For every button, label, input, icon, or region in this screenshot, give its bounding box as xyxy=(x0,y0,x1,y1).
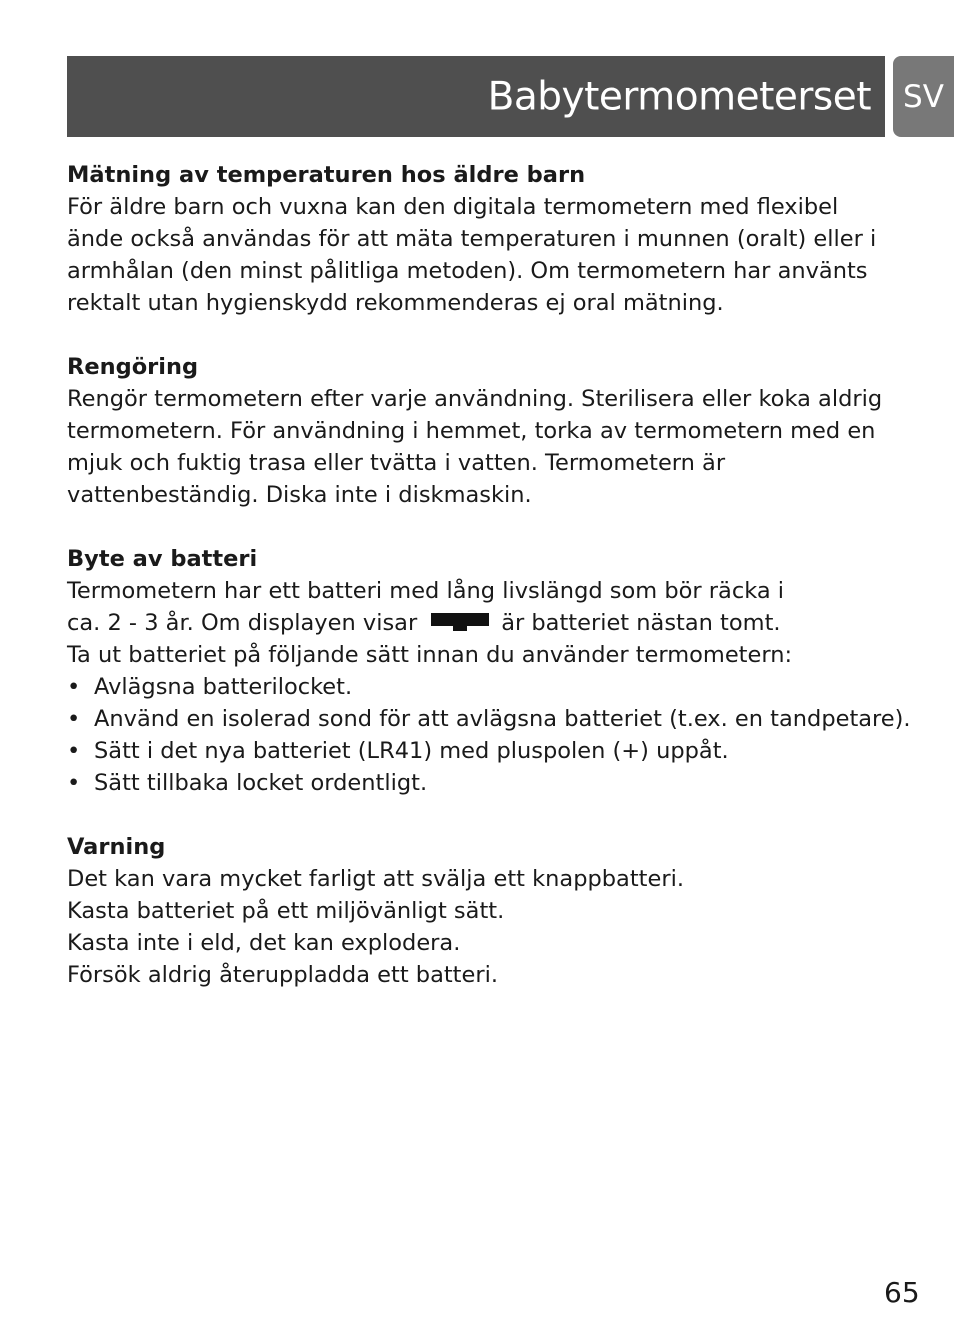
text-line: Det kan vara mycket farligt att svälja ett knappbatteri. xyxy=(67,866,684,892)
list-item-text: Avlägsna batterilocket. xyxy=(94,674,353,700)
text-line: Termometern har ett batteri med lång livslängd som bör räcka i xyxy=(67,578,785,604)
text-fragment: ca. 2 - 3 år. Om displayen visar xyxy=(67,610,418,636)
text-line: mjuk och fuktig trasa eller tvätta i vatten. Termometern är xyxy=(67,450,726,476)
section-heading: Mätning av temperaturen hos äldre barn xyxy=(67,162,586,188)
text-line: Försök aldrig återuppladda ett batteri. xyxy=(67,962,499,988)
list-item xyxy=(67,671,877,703)
content xyxy=(67,159,911,1023)
text-line: Rengör termometern efter varje användning. Sterilisera eller koka aldrig xyxy=(67,386,883,412)
section-measurement xyxy=(67,159,877,319)
list-item-text: Använd en isolerad sond för att avlägsna batteriet (t.ex. en tandpetare). xyxy=(94,706,911,732)
list-item xyxy=(67,703,911,735)
bullet-icon: • xyxy=(67,706,81,732)
section-heading: Rengöring xyxy=(67,354,199,380)
list-item xyxy=(67,735,877,767)
text-fragment: är batteriet nästan tomt. xyxy=(501,610,781,636)
language-tab: SV xyxy=(893,56,954,137)
list-item-text: Sätt tillbaka locket ordentligt. xyxy=(94,770,428,796)
bullet-icon: • xyxy=(67,674,81,700)
text-line: Kasta inte i eld, det kan explodera. xyxy=(67,930,461,956)
section-body xyxy=(67,575,877,671)
section-body xyxy=(67,191,877,319)
bullet-icon: • xyxy=(67,770,81,796)
section-warning xyxy=(67,831,877,991)
page-title: Babytermometerset xyxy=(487,74,871,119)
section-heading: Byte av batteri xyxy=(67,546,258,572)
text-line: Ta ut batteriet på följande sätt innan du använder termometern: xyxy=(67,642,793,668)
section-battery xyxy=(67,543,911,799)
text-line: Kasta batteriet på ett miljövänligt sätt. xyxy=(67,898,505,924)
text-line: För äldre barn och vuxna kan den digitala termometern med flexibel xyxy=(67,194,839,220)
section-cleaning xyxy=(67,351,883,511)
section-body xyxy=(67,383,883,511)
bullet-list xyxy=(67,671,911,799)
section-heading: Varning xyxy=(67,834,166,860)
bullet-icon: • xyxy=(67,738,81,764)
section-body xyxy=(67,863,877,991)
header-bar xyxy=(67,56,885,137)
text-line-with-icon xyxy=(67,607,877,639)
text-line: rektalt utan hygienskydd rekommenderas ej oral mätning. xyxy=(67,290,724,316)
text-line: termometern. För användning i hemmet, torka av termometern med en xyxy=(67,418,876,444)
battery-low-icon xyxy=(431,613,489,626)
page-number: 65 xyxy=(884,1276,920,1309)
text-line: armhålan (den minst pålitliga metoden). Om termometern har använts xyxy=(67,258,868,284)
text-line: ände också användas för att mäta temperaturen i munnen (oralt) eller i xyxy=(67,226,877,252)
text-line: vattenbeständig. Diska inte i diskmaskin. xyxy=(67,482,532,508)
list-item-text: Sätt i det nya batteriet (LR41) med pluspolen (+) uppåt. xyxy=(94,738,729,764)
list-item xyxy=(67,767,877,799)
